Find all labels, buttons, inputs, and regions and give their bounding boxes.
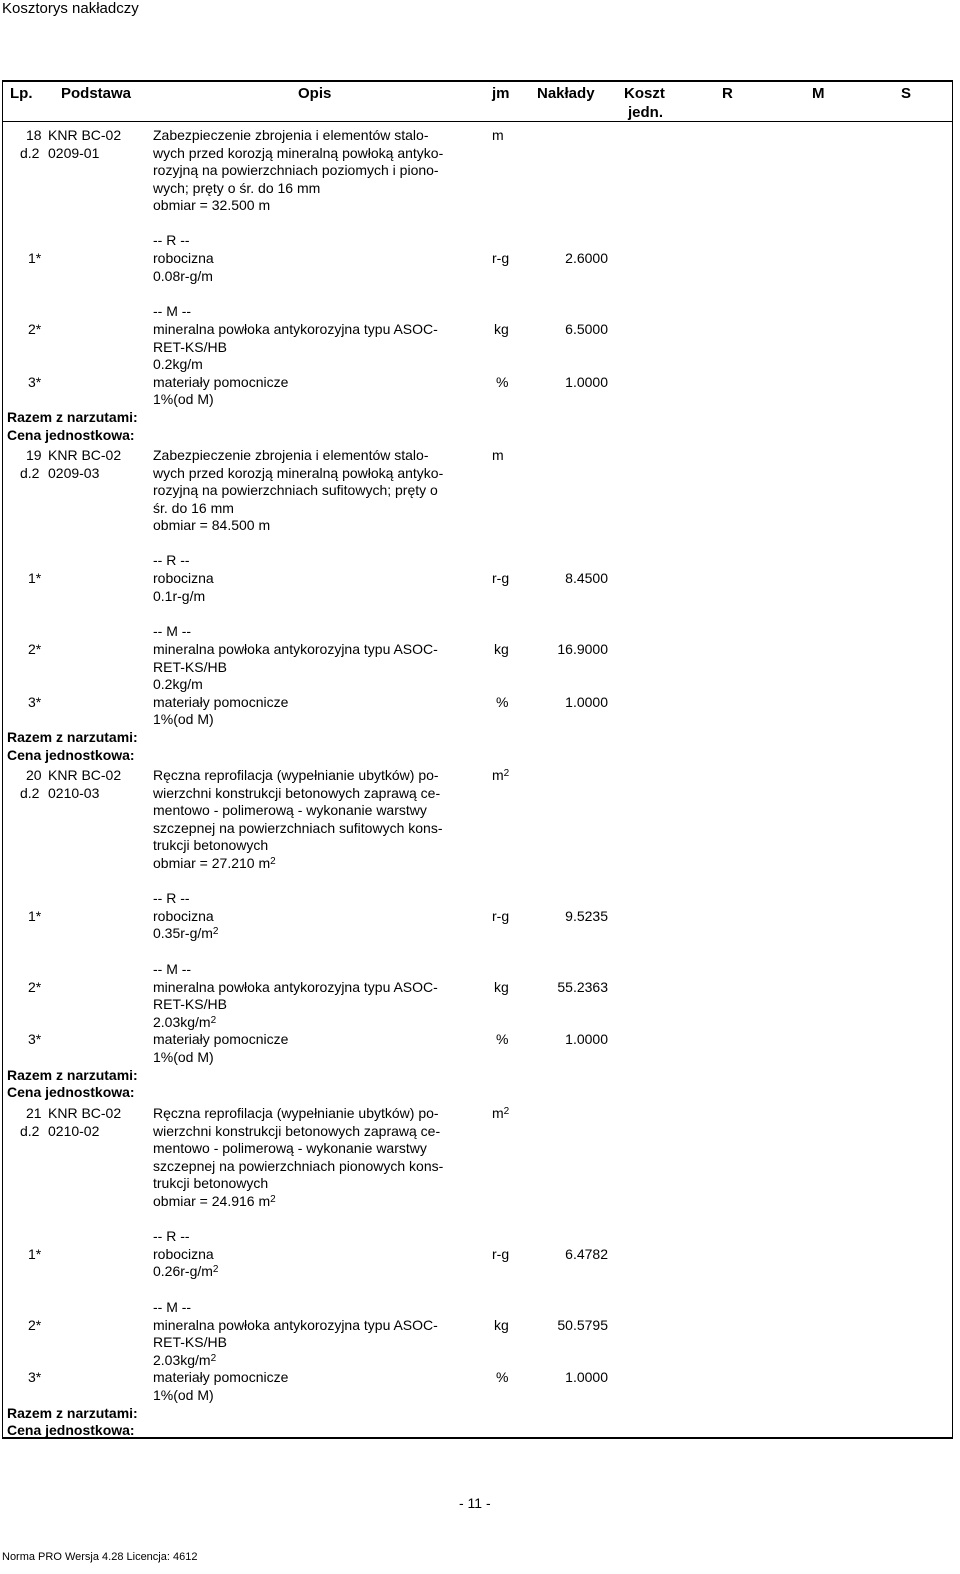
- aux-unit: %: [496, 1369, 509, 1386]
- material-unit: kg: [494, 978, 509, 995]
- unit-price-label: Cena jednostkowa:: [7, 746, 135, 763]
- item-description-line: Ręczna reprofilacja (wypełnianie ubytków) po-: [153, 767, 439, 783]
- item-obmiar-text: obmiar = 24.916 m: [153, 1193, 271, 1209]
- labor-unit: r-g: [492, 1245, 510, 1262]
- unit-price-label: Cena jednostkowa:: [7, 1422, 135, 1439]
- labor-unit: r-g: [492, 570, 510, 586]
- aux-quantity: 1.0000: [565, 373, 608, 390]
- item-description-line: mentowo - polimerową - wykonanie warstwy: [153, 1140, 427, 1157]
- header-separator: [2, 121, 953, 122]
- item-description-line: Zabezpieczenie zbrojenia i elementów stalo-: [153, 127, 429, 143]
- col-podstawa: Podstawa: [61, 85, 132, 102]
- material-name-cont: RET-KS/HB: [153, 1334, 227, 1351]
- aux-quantity: 1.0000: [565, 1031, 608, 1048]
- material-unit: kg: [494, 1316, 509, 1333]
- aux-number: 3*: [28, 1369, 42, 1386]
- labor-name: robocizna: [153, 250, 214, 266]
- labor-number: 1*: [28, 1245, 42, 1262]
- item-lp: 18: [26, 127, 42, 143]
- labor-norm: 0.08r-g/m: [153, 267, 213, 284]
- aux-unit: %: [496, 373, 509, 390]
- aux-quantity: 1.0000: [565, 693, 608, 710]
- item-description-line: wierzchni konstrukcji betonowych zaprawą ce-: [153, 1122, 441, 1139]
- item-obmiar-sup: 2: [270, 856, 276, 867]
- item-description-line: trukcji betonowych: [153, 1175, 269, 1192]
- item-jm-text: m: [492, 767, 504, 783]
- material-norm: 0.2kg/m: [153, 676, 203, 693]
- material-name-cont: RET-KS/HB: [153, 996, 227, 1013]
- col-m: M: [812, 85, 825, 102]
- material-norm-sup: 2: [210, 1014, 217, 1026]
- item-jm: m: [492, 127, 504, 143]
- item-description-line: szczepnej na powierzchniach sufitowych kons-: [153, 819, 443, 836]
- aux-number: 3*: [28, 373, 42, 390]
- material-norm-text: 2.03kg/m: [153, 1013, 211, 1030]
- item-description-line: wych; pręty o śr. do 16 mm: [153, 179, 321, 196]
- material-unit: kg: [494, 641, 509, 657]
- item-description-line: Zabezpieczenie zbrojenia i elementów stalo-: [153, 447, 429, 463]
- aux-basis: 1%(od M): [153, 711, 214, 728]
- item-description-line: śr. do 16 mm: [153, 499, 234, 516]
- aux-basis: 1%(od M): [153, 1049, 214, 1065]
- material-name: mineralna powłoka antykorozyjna typu ASOC-: [153, 641, 438, 657]
- item-description-line: Ręczna reprofilacja (wypełnianie ubytków) po-: [153, 1105, 439, 1121]
- labor-marker: -- R --: [153, 890, 190, 906]
- labor-number: 1*: [28, 570, 42, 586]
- material-number: 2*: [28, 978, 42, 995]
- item-obmiar-text: obmiar = 27.210 m: [153, 855, 271, 871]
- item-description-line: mentowo - polimerową - wykonanie warstwy: [153, 802, 427, 819]
- labor-marker: -- R --: [153, 232, 190, 249]
- material-norm: [153, 1014, 216, 1032]
- item-knr: KNR BC-02: [48, 447, 122, 463]
- item-description-line: trukcji betonowych: [153, 837, 269, 854]
- labor-marker: -- R --: [153, 552, 190, 569]
- aux-name: materiały pomocnicze: [153, 1031, 289, 1048]
- material-quantity: 55.2363: [557, 978, 608, 995]
- item-knr: KNR BC-02: [48, 127, 122, 143]
- item-jm-sup: 2: [503, 768, 510, 779]
- aux-basis: 1%(od M): [153, 391, 214, 408]
- item-description-line: wierzchni konstrukcji betonowych zaprawą ce-: [153, 784, 441, 801]
- material-name: mineralna powłoka antykorozyjna typu ASOC-: [153, 978, 438, 995]
- labor-quantity: 6.4782: [565, 1245, 608, 1262]
- total-with-markup-label: Razem z narzutami:: [7, 729, 138, 745]
- material-name-cont: RET-KS/HB: [153, 338, 227, 355]
- item-description-line: szczepnej na powierzchniach pionowych kons-: [153, 1157, 444, 1174]
- labor-name: robocizna: [153, 570, 214, 586]
- labor-norm: [153, 925, 218, 943]
- item-lp-sub: d.2: [20, 144, 40, 161]
- item-jm-text: m: [492, 1105, 504, 1121]
- labor-number: 1*: [28, 250, 42, 266]
- material-name: mineralna powłoka antykorozyjna typu ASOC-: [153, 1316, 438, 1333]
- labor-norm-sup: 2: [212, 926, 219, 938]
- material-marker: -- M --: [153, 623, 192, 640]
- item-knr: KNR BC-02: [48, 767, 122, 783]
- material-marker: -- M --: [153, 1299, 192, 1315]
- unit-price-label: Cena jednostkowa:: [7, 426, 135, 443]
- item-lp-sub: d.2: [20, 784, 40, 801]
- material-marker: -- M --: [153, 961, 192, 977]
- material-name: mineralna powłoka antykorozyjna typu ASOC-: [153, 321, 438, 337]
- labor-quantity: 9.5235: [565, 907, 608, 924]
- col-opis: Opis: [298, 85, 332, 102]
- item-code: 0210-03: [48, 784, 100, 801]
- aux-number: 3*: [28, 1031, 42, 1048]
- labor-norm-sup: 2: [212, 1264, 219, 1276]
- labor-number: 1*: [28, 907, 42, 924]
- aux-quantity: 1.0000: [565, 1369, 608, 1386]
- labor-name: robocizna: [153, 907, 214, 924]
- material-number: 2*: [28, 321, 42, 337]
- item-code: 0209-03: [48, 464, 100, 481]
- item-lp: 20: [26, 767, 42, 783]
- material-norm-sup: 2: [210, 1352, 217, 1364]
- material-norm-text: 2.03kg/m: [153, 1351, 211, 1368]
- labor-norm: [153, 1263, 218, 1281]
- item-obmiar: obmiar = 32.500 m: [153, 197, 271, 214]
- material-marker: -- M --: [153, 303, 192, 320]
- material-number: 2*: [28, 1316, 42, 1333]
- item-description-line: wych przed korozją mineralną powłoką antyko-: [153, 464, 444, 481]
- item-description-line: rozyjną na powierzchniach sufitowych; pręty o: [153, 482, 438, 499]
- labor-quantity: 8.4500: [565, 570, 608, 586]
- col-koszt-jedn: jedn.: [628, 104, 664, 121]
- item-lp: 19: [26, 447, 42, 463]
- col-s: S: [901, 85, 912, 102]
- aux-name: materiały pomocnicze: [153, 373, 289, 390]
- item-knr: KNR BC-02: [48, 1105, 122, 1121]
- col-naklady: Nakłady: [537, 85, 595, 102]
- item-description-line: wych przed korozją mineralną powłoką antyko-: [153, 144, 444, 161]
- total-with-markup-label: Razem z narzutami:: [7, 409, 138, 425]
- table-bottom-border: [2, 1437, 953, 1439]
- item-obmiar: [153, 855, 276, 873]
- material-quantity: 50.5795: [557, 1316, 608, 1333]
- table-top-border: [2, 80, 953, 82]
- page-title: Kosztorys nakładczy: [2, 0, 139, 17]
- material-quantity: 6.5000: [565, 321, 608, 337]
- item-code: 0210-02: [48, 1122, 100, 1139]
- labor-norm: 0.1r-g/m: [153, 587, 206, 604]
- footer-license: Norma PRO Wersja 4.28 Licencja: 4612: [2, 1551, 198, 1563]
- aux-unit: %: [496, 693, 509, 710]
- item-jm: m: [492, 447, 504, 463]
- labor-quantity: 2.6000: [565, 250, 608, 266]
- item-jm: [492, 767, 509, 785]
- labor-unit: r-g: [492, 250, 510, 266]
- col-jm: jm: [492, 85, 510, 102]
- col-r: R: [722, 85, 733, 102]
- material-norm: 0.2kg/m: [153, 356, 203, 373]
- aux-unit: %: [496, 1031, 509, 1048]
- labor-norm-text: 0.35r-g/m: [153, 925, 213, 942]
- labor-norm-text: 0.26r-g/m: [153, 1263, 213, 1280]
- aux-basis: 1%(od M): [153, 1387, 214, 1403]
- aux-name: materiały pomocnicze: [153, 693, 289, 710]
- labor-marker: -- R --: [153, 1228, 190, 1244]
- item-lp-sub: d.2: [20, 464, 40, 481]
- table-right-border: [952, 80, 953, 1438]
- item-obmiar: obmiar = 84.500 m: [153, 517, 271, 534]
- item-obmiar: [153, 1193, 276, 1211]
- material-name-cont: RET-KS/HB: [153, 658, 227, 675]
- page-number: - 11 -: [459, 1495, 491, 1511]
- total-with-markup-label: Razem z narzutami:: [7, 1404, 138, 1421]
- item-jm: [492, 1105, 509, 1123]
- material-norm: [153, 1352, 216, 1370]
- col-lp: Lp.: [10, 85, 33, 102]
- total-with-markup-label: Razem z narzutami:: [7, 1066, 138, 1083]
- item-obmiar-sup: 2: [270, 1194, 276, 1205]
- material-quantity: 16.9000: [557, 641, 608, 657]
- table-left-border: [2, 80, 3, 1438]
- labor-name: robocizna: [153, 1245, 214, 1262]
- item-jm-sup: 2: [503, 1106, 510, 1117]
- item-lp-sub: d.2: [20, 1122, 40, 1139]
- item-code: 0209-01: [48, 144, 100, 161]
- material-unit: kg: [494, 321, 509, 337]
- labor-unit: r-g: [492, 907, 510, 924]
- unit-price-label: Cena jednostkowa:: [7, 1084, 135, 1101]
- material-number: 2*: [28, 641, 42, 657]
- item-lp: 21: [26, 1105, 42, 1121]
- col-koszt: Koszt: [624, 85, 665, 102]
- aux-number: 3*: [28, 693, 42, 710]
- item-description-line: rozyjną na powierzchniach poziomych i piono-: [153, 162, 439, 179]
- aux-name: materiały pomocnicze: [153, 1369, 289, 1386]
